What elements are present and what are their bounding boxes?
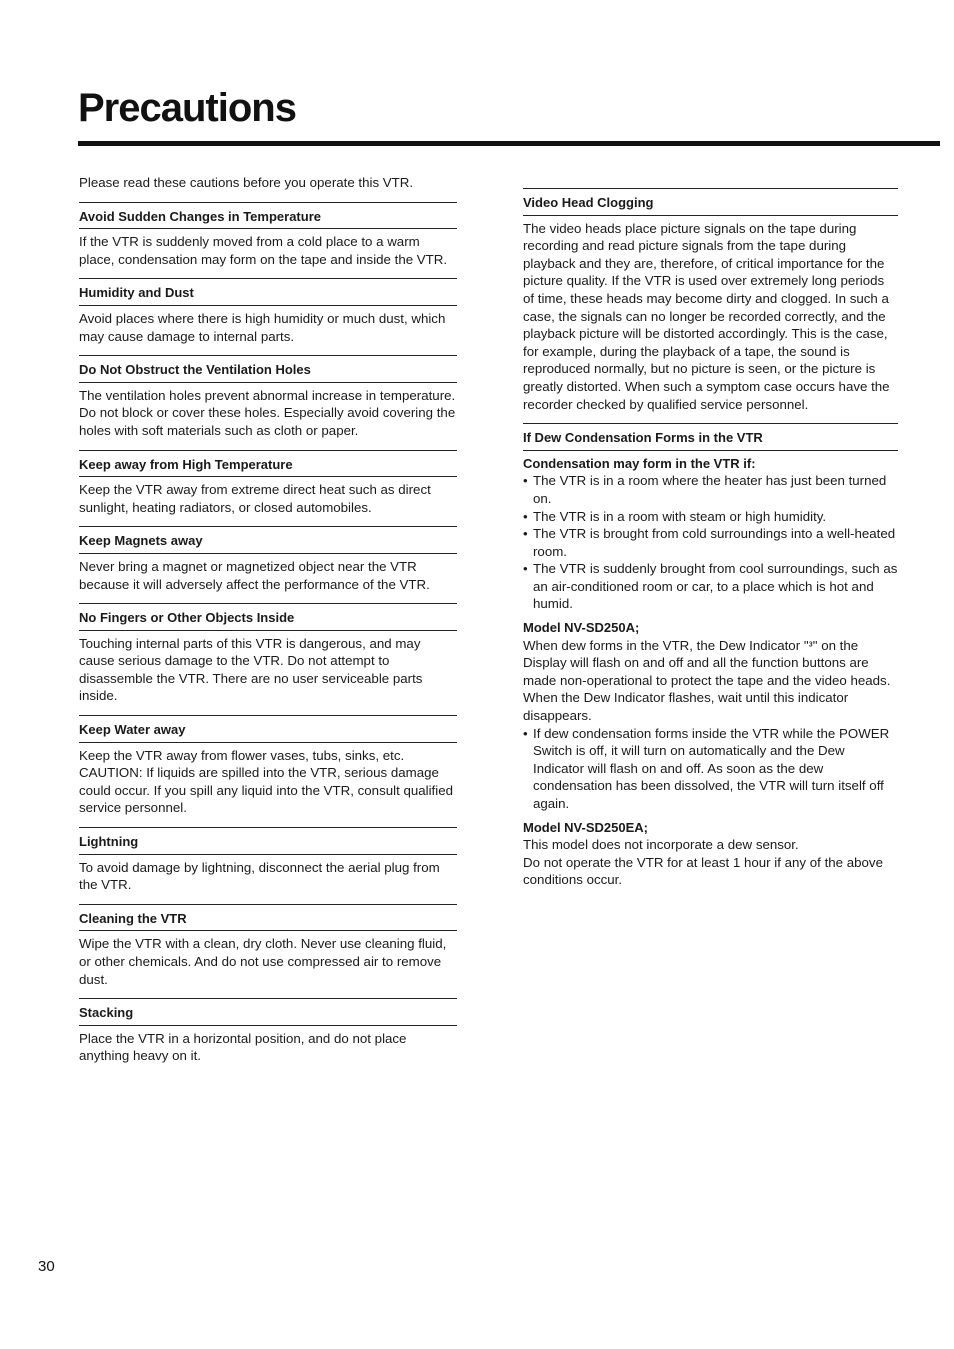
precaution-section <box>79 715 457 817</box>
condition-list <box>523 472 898 613</box>
section-heading: No Fingers or Other Objects Inside <box>79 603 457 631</box>
section-dew-condensation <box>523 423 898 889</box>
precaution-section <box>79 278 457 345</box>
precaution-section <box>79 603 457 705</box>
precaution-section <box>79 202 457 269</box>
section-body: Avoid places where there is high humidity or much dust, which may cause damage to internal parts. <box>79 310 446 344</box>
section-body: Never bring a magnet or magnetized object near the VTR because it will adversely affect the performance of the VTR. <box>79 558 430 592</box>
list-item: • The VTR is suddenly brought from cool surroundings, such as an air-conditioned room or car, to a place which is hot and humid. <box>523 560 898 613</box>
model-a-note-list <box>523 725 898 813</box>
title-rule <box>78 141 940 146</box>
section-body: Keep the VTR away from flower vases, tubs, sinks, etc. CAUTION: If liquids are spilled into the VTR, serious damage could occur. If you spill any liquid into the VTR, consult qualified service personnel. <box>79 747 453 816</box>
precaution-section <box>79 526 457 593</box>
list-item: • The VTR is in a room where the heater has just been turned on. <box>523 472 898 507</box>
section-body: The video heads place picture signals on the tape during recording and read picture signals from the tape during playback and they are, therefore, of critical importance for the picture quality. If the VTR is used over extremely long periods of time, these heads may become dirty and clogged. In such a case, the signals can no longer be recorded correctly, and the playback picture will be distorted accordingly. This is the case, for example, during the playback of a tape, the sound is reproduced normally, but no picture is seen, or the picture is greatly distorted. When such a symptom case occurs have the recorder checked by qualified service personnel. <box>523 220 890 412</box>
section-body: The ventilation holes prevent abnormal increase in temperature. Do not block or cover these holes. Especially avoid covering the holes with soft materials such as cloth or paper. <box>79 387 456 438</box>
section-body: Place the VTR in a horizontal position, and do not place anything heavy on it. <box>79 1030 407 1064</box>
section-body: Wipe the VTR with a clean, dry cloth. Never use cleaning fluid, or other chemicals. And do not use compressed air to remove dust. <box>79 936 447 987</box>
precaution-section <box>79 904 457 988</box>
precaution-section <box>79 355 457 439</box>
list-item: • The VTR is brought from cold surroundings into a well-heated room. <box>523 525 898 560</box>
section-body: If the VTR is suddenly moved from a cold place to a warm place, condensation may form on the tape and inside the VTR. <box>79 234 448 267</box>
section-heading: Avoid Sudden Changes in Temperature <box>79 202 457 230</box>
model-ea-line: Do not operate the VTR for at least 1 hour if any of the above conditions occur. <box>523 854 883 888</box>
precaution-section <box>79 450 457 517</box>
list-item: • If dew condensation forms inside the VTR while the POWER Switch is off, it will turn on automatically and the Dew Indicator will flash on and off. As soon as the dew condensation has been dissolved, the VTR will turn itself off again. <box>523 725 898 813</box>
section-heading: Do Not Obstruct the Ventilation Holes <box>79 355 457 383</box>
page-title: Precautions <box>78 86 296 130</box>
section-heading: Keep Magnets away <box>79 526 457 554</box>
right-column <box>523 188 898 899</box>
model-ea-line: This model does not incorporate a dew sensor. <box>523 837 799 853</box>
page-number: 30 <box>38 1258 55 1275</box>
model-ea-heading: Model NV-SD250EA; <box>523 819 648 835</box>
condition-heading: Condensation may form in the VTR if: <box>523 455 756 471</box>
section-heading: Keep away from High Temperature <box>79 450 457 478</box>
model-a-heading: Model NV-SD250A; <box>523 620 640 636</box>
section-video-head-clogging <box>523 188 898 413</box>
section-body: Touching internal parts of this VTR is dangerous, and may cause serious damage to the VTR. Do not attempt to disassemble the VTR. There are no user serviceable parts inside. <box>79 635 423 704</box>
section-heading: Video Head Clogging <box>523 188 898 216</box>
left-column <box>79 174 457 1075</box>
section-heading: Lightning <box>79 827 457 855</box>
precaution-section <box>79 998 457 1065</box>
list-item: • The VTR is in a room with steam or high humidity. <box>523 508 898 526</box>
section-body: Keep the VTR away from extreme direct heat such as direct sunlight, heating radiators, or closed automobiles. <box>79 482 431 515</box>
section-heading: If Dew Condensation Forms in the VTR <box>523 423 898 451</box>
section-heading: Stacking <box>79 998 457 1026</box>
model-a-body: When dew forms in the VTR, the Dew Indicator "ᵌ" on the Display will flash on and off and all the function buttons are made non-operational to protect the tape and the video heads. When the Dew Indicator flashes, wait until this indicator disappears. <box>523 637 891 724</box>
section-heading: Cleaning the VTR <box>79 904 457 932</box>
left-sections <box>79 202 457 1065</box>
precaution-section <box>79 827 457 894</box>
section-heading: Humidity and Dust <box>79 278 457 306</box>
intro-text: Please read these cautions before you operate this VTR. <box>79 175 414 190</box>
section-body: To avoid damage by lightning, disconnect the aerial plug from the VTR. <box>79 859 440 893</box>
section-heading: Keep Water away <box>79 715 457 743</box>
